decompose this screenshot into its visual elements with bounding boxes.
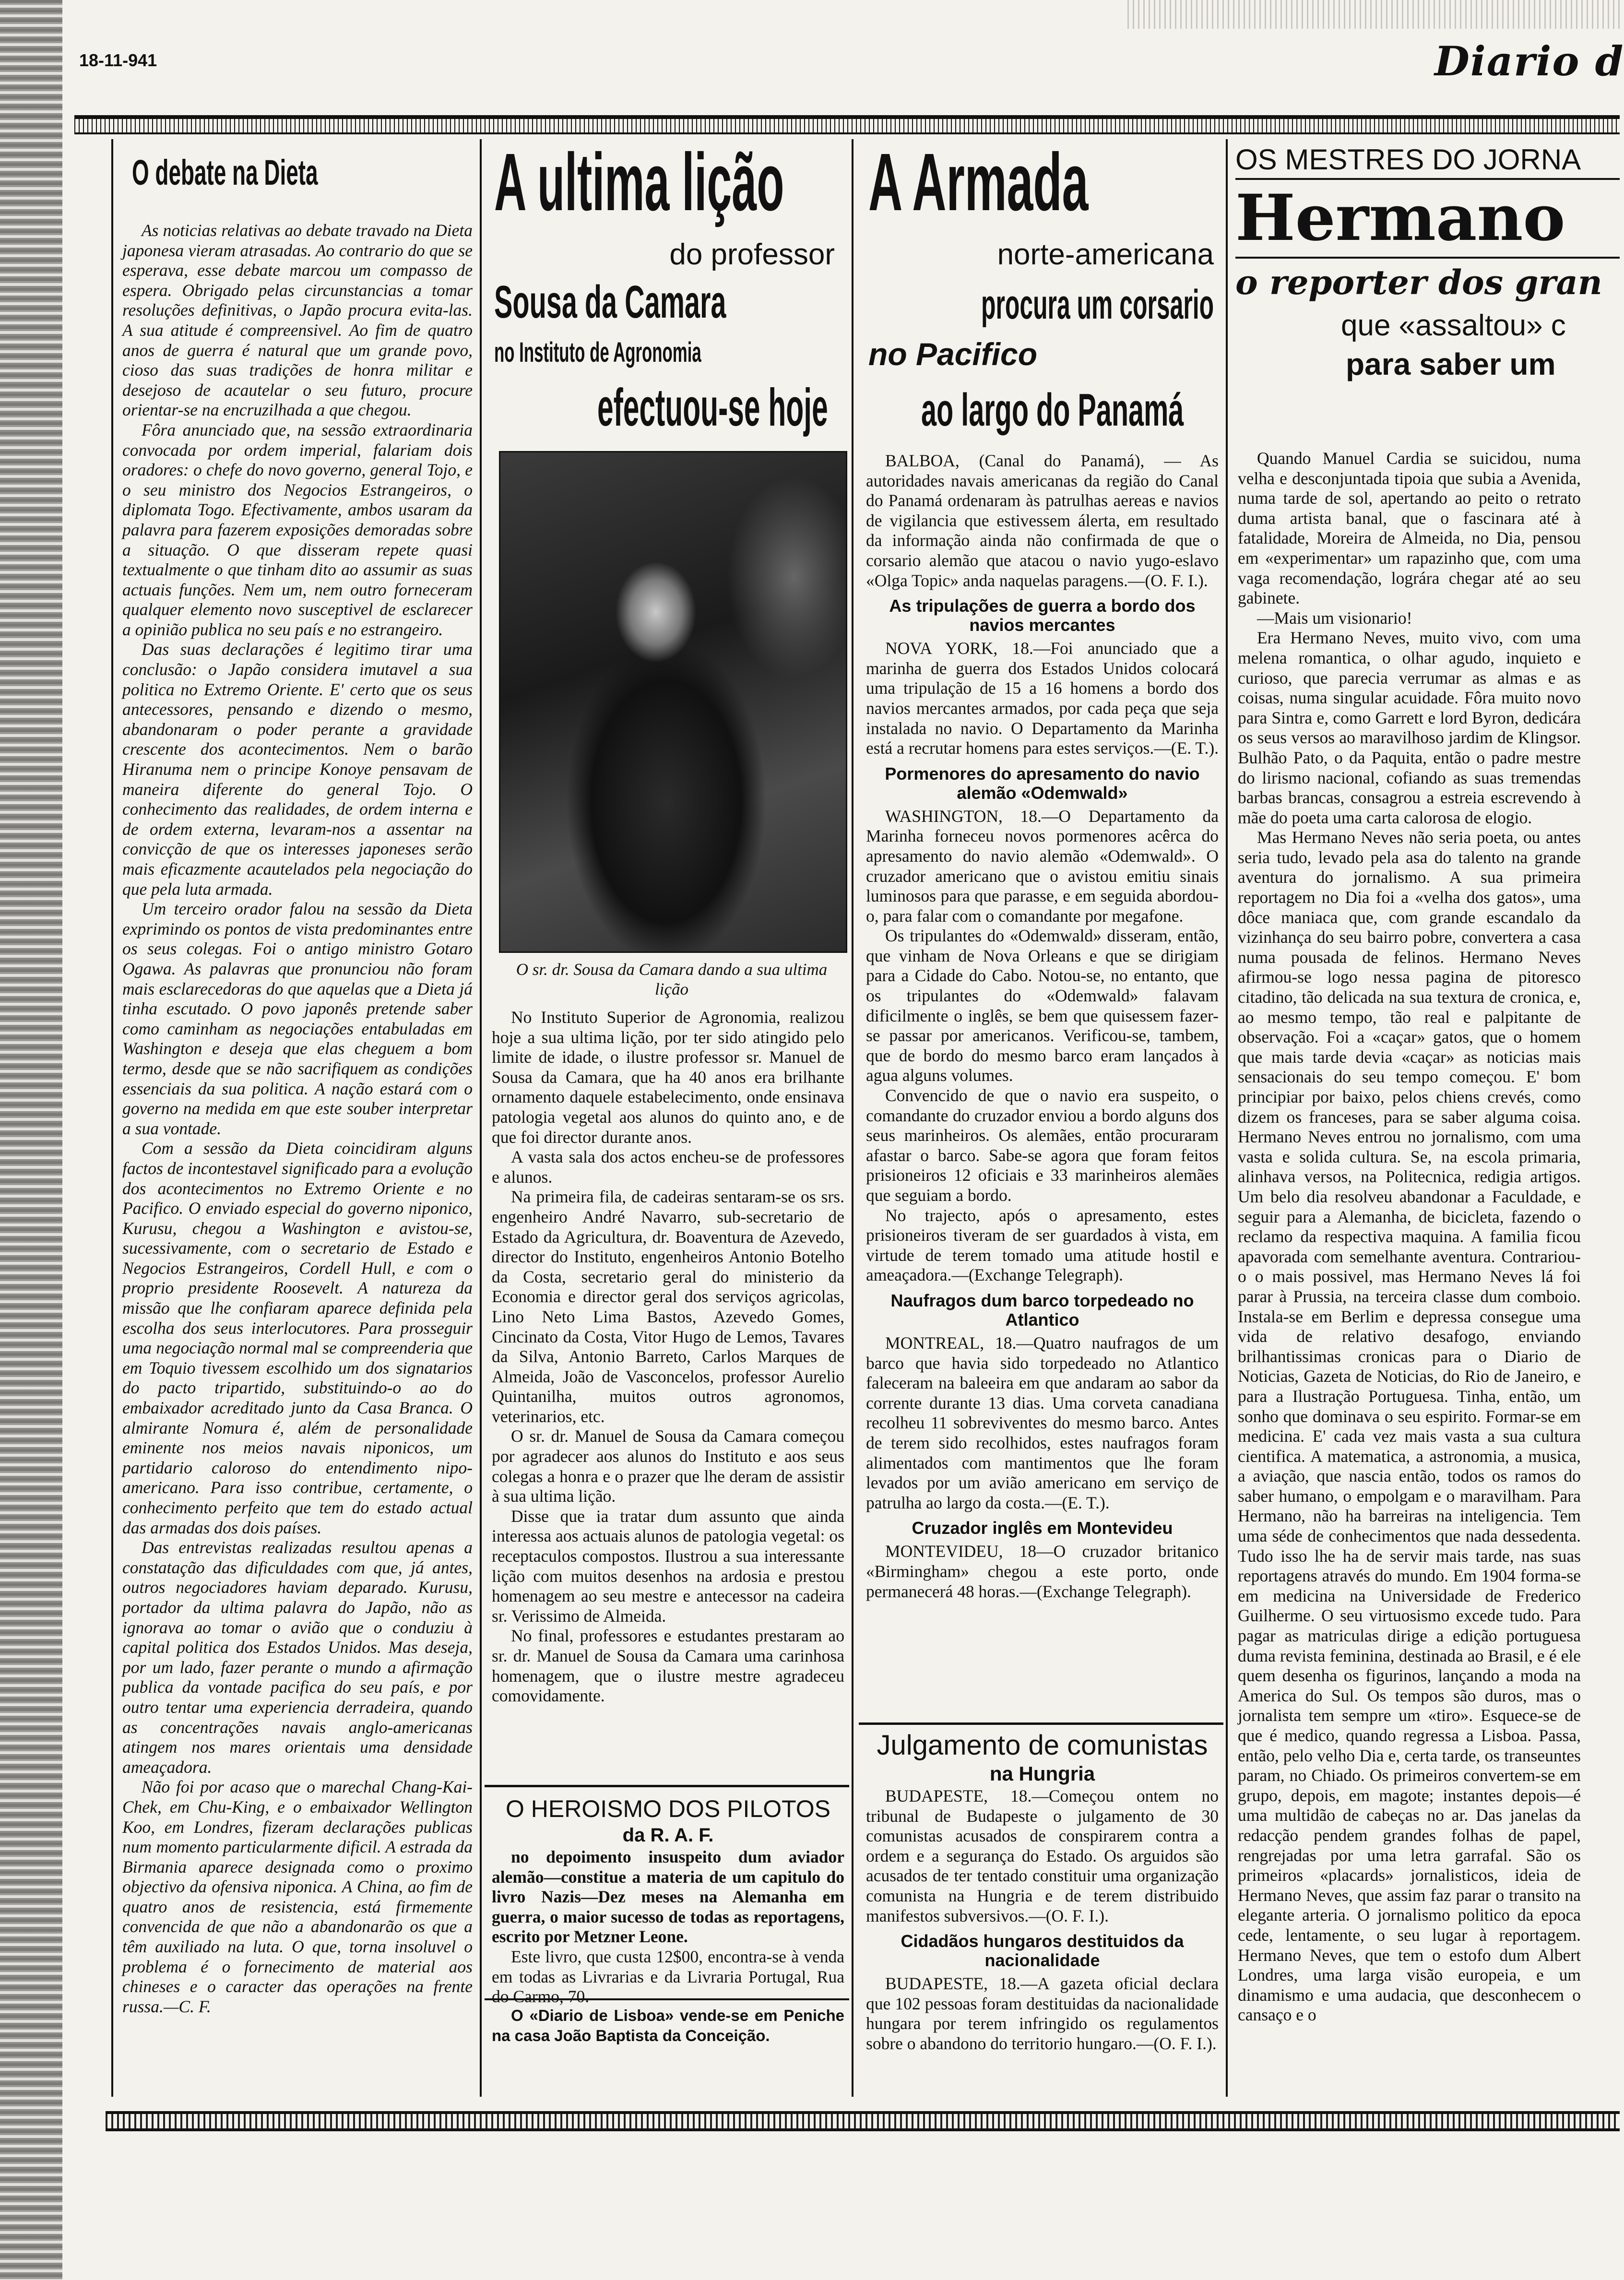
paragraph: Não foi por acaso que o marechal Chang-Kai-Chek, em Chu-King, e o embaixador Wellington Koo, em Londres, fizeram declarações publicas num momento particularmente dificil. A estrada da Birmania aparece designada como o proximo objectivo da ofensiva niponica. A China, ao fim de quatro anos de resistencia, está firmemente convencida de que não a abandonarão os que a têm auxiliado na luta. O que, torna insoluvel o problema é o fornecimento de material aos chineses e o caracter das operações na frente russa.—C. F. [122,1777,473,2016]
article-body [122,216,473,2017]
headline-hermano [1235,142,1620,449]
issue-date: 18-11-941 [79,50,157,70]
column-rule [1226,139,1228,2097]
paragraph: NOVA YORK, 18.—Foi anunciado que a marinha de guerra dos Estados Unidos colocará uma tripulação de 15 a 16 homens a bordo dos navios mercantes armados, por cada peça que seja instalada no navio. O Departamento da Marinha está a recrutar homens para estes serviços.—(E. T.). [866,639,1219,758]
headline: A Armada [868,137,1089,228]
subheading: Pormenores do apresamento do navio alemão «Odemwald» [885,763,1200,803]
paragraph: O sr. dr. Manuel de Sousa da Camara começou por agradecer aos alunos do Instituto e aos seus colegas a honra e o prazer que lhe deram de assistir à sua ultima lição. [492,1426,844,1506]
photo-professor [499,451,847,953]
headline: Hermano [1235,181,1565,255]
paragraph: BUDAPESTE, 18.—Começou ontem no tribunal de Budapeste o julgamento de 30 comunistas acusados de conspirarem contra a ordem e a segurança do Estado. Os arguidos são acusados de ter tentado constituir uma organização comunista na Hungria e de terem distribuido manifestos subversivos.—(O. F. I.). [866,1786,1219,1925]
paragraph: Era Hermano Neves, muito vivo, com uma melena romantica, o olhar agudo, inquieto e curioso, que parecia verrumar as almas e as coisas, numa singular acuidade. Fôra muito novo para Sintra e, como Garrett e lord Byron, dedicára os seus versos ao maravilhoso jardim de Klingsor. Bulhão Pato, o da Paquita, então o padre mestre do lirismo nacional, cofiando as suas tremendas barbas brancas, consagrou a estreia escrevendo à mãe do poeta uma carta calorosa de elogio. [1238,628,1581,827]
headline-line: procura um corsario [981,282,1214,328]
paragraph: Este livro, que custa 12$00, encontra-se à venda em todas as Livrarias e da Livraria Portugal, Rua do Carmo, 70. [492,1947,844,2007]
subheading: Naufragos dum barco torpedeado no Atlantico [890,1290,1194,1330]
headline-line: ao largo do Panamá [921,384,1184,436]
paragraph: WASHINGTON, 18.—O Departamento da Marinha forneceu novos pormenores acêrca do apresamento do navio alemão «Odemwald». O cruzador americano que o avistou emitiu sinais luminosos para que parasse, e em seguida abordou-o, para falar com o comandante por megafone. [866,806,1219,926]
headline-line: o reporter dos gran [1235,257,1620,307]
bottom-rule [106,2111,1620,2131]
paragraph: MONTREAL, 18.—Quatro naufragos de um barco que havia sido torpedeado no Atlantico faleceram na baleeira em que andaram ao sabor da corrente durante 13 dias. Uma corveta canadiana recolheu 11 sobreviventes do mesmo barco. Antes de terem sido recolhidos, estes naufragos foram alimentados com mantimentos que lhe foram levados por um avião americano em serviço de patrulha ao largo da costa.—(E. T.). [866,1333,1219,1512]
section-rule [485,1785,849,1787]
article-hermano [1238,449,1581,2104]
box-heroismo-pilotos [492,1794,844,2007]
subheading: Cidadãos hungaros destituidos da nacionalidade [901,1931,1184,1971]
photo-caption: O sr. dr. Sousa da Camara dando a sua ultima lição [516,960,828,998]
paragraph: BALBOA, (Canal do Panamá), — As autoridades navais americanas da região do Canal do Panamá ordenaram às patrulhas aereas e navios de vigilancia que estivessem álerta, em resultado da informação ainda não confirmada de que o corsario alemão que atacou o navio yugo-eslavo «Olga Topic» anda naquelas paragens.—(O. F. I.). [866,451,1219,590]
paragraph: Das suas declarações é legitimo tirar uma conclusão: o Japão considera imutavel a sua politica no Extremo Oriente. E' certo que os seus antecessores, pensando e dizendo o mesmo, abandonaram o poder perante a gravidade crescente dos acontecimentos. Nem o barão Hiranuma nem o principe Konoye pensavam de maneira diferente do general Tojo. O conhecimento das realidades, de ordem interna e de ordem externa, levaram-nos a assentar na convicção de que os interesses japoneses serão mais eficazmente acautelados pela negociação do que pela luta armada. [122,640,473,899]
paragraph: Das entrevistas realizadas resultou apenas a constatação das dificuldades com que, já antes, outros negociadores haviam deparado. Kurusu, portador da ultima palavra do Japão, não as ignorava ao tomar o avião que o conduziu à capital politica dos Estados Unidos. Mas deseja, por um lado, fazer perante o mundo a afirmação publica da vontade pacifica do seu país, e por outro tentar uma experiencia derradeira, quando as concentrações navais anglo-americanas atingem nos mares orientais uma densidade ameaçadora. [122,1538,473,1777]
headline-armada [864,139,1219,446]
headline: Julgamento de comunistas [877,1730,1208,1761]
column-rule [111,139,113,2097]
subheading: As tripulações de guerra a bordo dos navios mercantes [889,596,1196,635]
headline: O debate na Dieta [132,153,318,192]
paragraph: Os tripulantes do «Odemwald» disseram, então, que vinham de Nova Orleans e que se dirigiam para a Cidade do Cabo. Notou-se, no entanto, que os tripulantes do «Odemwald» falavam dificilmente o inglês, se bem que quisessem fazer-se passar por americanos. Verificou-se, tambem, que de bordo do mesmo barco eram lançados à agua alguns volumes. [866,926,1219,1085]
box-title: O HEROISMO DOS PILOTOS [506,1795,830,1822]
paragraph: BUDAPESTE, 18.—A gazeta oficial declara que 102 pessoas foram destituidas da nacionalidade hungara por terem infringido os regulamentos sobre o abandono do territorio hungaro.—(O. F. I.). [866,1974,1219,2053]
paragraph: Disse que ia tratar dum assunto que ainda interessa aos actuais alunos de patologia vegetal: os receptaculos compostos. Ilustrou a sua interessante lição com muitos desenhos na ardosia e prestou homenagem ao seu mestre e antecessor na cadeira sr. Verissimo de Almeida. [492,1506,844,1626]
paragraph: A vasta sala dos actos encheu-se de professores e alunos. [492,1147,844,1187]
paragraph: Mas Hermano Neves não seria poeta, ou antes seria tudo, levado pela asa do talento na grande aventura do jornalismo. A sua primeira reportagem no Dia foi a «velha dos gatos», uma dôce maniaca que, com grande escandalo da vizinhança do seu bairro pobre, convertera a casa numa pousada de felinos. Hermano Neves afirmou-se logo nessa pagina de pitoresco citadino, tão delicada na sua textura de cronica, e, ao mesmo tempo, tão real e palpitante de observação. Foi a «caçar» gatos, que o homem que mais tarde devia «caçar» as noticias mais sensacionais do seu tempo começou. E' bom principiar por baixo, pelos chiens crevés, como dizem os franceses, para se saber alguma coisa. Hermano Neves entrou no jornalismo, com uma vasta e solida cultura. Se, na escola primaria, alinhava versos, na Politecnica, redigia artigos. Um belo dia resolveu abandonar a Faculdade, e seguir para a Alemanha, de bicicleta, fazendo o reclamo da respectiva maquina. A familia ficou apavorada com semelhante aventura. Contrariou-o o mais possivel, mas Hermano Neves lá foi parar à Prussia, na terceira classe dum comboio. Instala-se em Berlim e depressa consegue uma vida de relativo desafogo, enviando brilhantissimas cronicas para o Diario de Noticias, Gazeta de Noticias, do Rio de Janeiro, e para a Ilustração Portuguesa. Tinha, então, um sonho que dominava o seu espirito. Formar-se em medicina. E' cada vez mais vasta a sua cultura cientifica. A matematica, a astronomia, a musica, a aviação, que nascia então, todos os ramos do saber humano, o empolgam e o maravilham. Para Hermano, não ha barreiras na inteligencia. Tem uma séde de conhecimentos que nada dessedenta. Tudo isso lhe ha de servir mais tarde, nas suas reportagens através do mundo. Em 1904 forma-se em medicina na Universidade de Frederico Guilherme. O seu virtuosismo excede tudo. Para pagar as matriculas dirige a edição portuguesa duma revista feminina, destinada ao Brasil, e é ele quem desenha os figurinos, lançando a moda na America do Sul. Os tempos são duros, mas o jornalista tem sempre um «tiro». Esquece-se de que é medico, quando regressa a Lisboa. Passa, então, pelo velho Dia e, certa tarde, os transeuntes param, no Chiado. Os primeiros convertem-se em grupo, depois, em magote; instantes depois—é uma multidão de cabeças no ar. Das janelas da redacção pendem grandes folhas de papel, rengrejadas por uma letra garrafal. São os primeiros «placards» jornalisticos, ideia de Hermano Neves, que assim faz parar o transito na elegante arteria. O jornalismo politico da epoca cede, lentamente, o seu lugar à reportagem. Hermano Neves, que tem o estofo dum Albert Londres, uma larga visão europeia, e um dinamismo e uma audacia, que desconhecem o cansaço e o [1238,828,1581,2025]
paragraph: Um terceiro orador falou na sessão da Dieta exprimindo os pontos de vista predominantes entre os seus colegas. Foi o antigo ministro Gotaro Ogawa. As palavras que pronunciou não foram mais esclarecedoras do que aquelas que a Dieta já tinha escutado. O povo japonês pretende saber como caminham as negociações entabuladas em Washington e deseja que elas cheguem a bom termo, desde que se não sacrifiquem as condições essenciais da sua politica. A nação estará com o governo na medida em que este souber interpretar a sua vontade. [122,899,473,1138]
section-rule [859,1722,1223,1725]
headline-line: efectuou-se hoje [597,378,828,437]
paragraph: no depoimento insuspeito dum aviador alemão—constitue a materia de um capitulo do livro Nazis—Dez meses na Alemanha em guerra, o maior sucesso de todas as reportagens, escrito por Metzner Leone. [492,1847,844,1947]
paragraph: —Mais um visionario! [1257,608,1412,628]
headline-line: norte-americana [997,238,1214,271]
paragraph: Com a sessão da Dieta coincidiram alguns factos de incontestavel significado para a evolução dos acontecimentos no Extremo Oriente e no Pacifico. O enviado especial do governo niponico, Kurusu, chegou a Washington e avistou-se, sucessivamente, com o secretario de Estado e Negocios Estrangeiros, Cordell Hull, e com o proprio presidente Roosevelt. A natureza da missão que lhe confiaram aparece definida pela escolha dos seus interlocutores. Para prosseguir uma negociação normal mal se compreenderia que em Toquio tivessem escolhido um dos signatarios do pacto tripartido, substituindo-o ao do embaixador acreditado junto da Casa Branca. O almirante Nomura é, além de personalidade eminente nos meios navais niponicos, um partidario caloroso do entendimento nipo-americano. Para isso contribue, certamente, o conhecimento perfeito que tem do estado actual das armadas dos dois países. [122,1139,473,1537]
paragraph: Quando Manuel Cardia se suicidou, numa velha e desconjuntada tipoia que subia a Avenida, numa tarde de sol, apertando ao peito o retrato duma artista banal, que o fascinara até à fatalidade, Moreira de Almeida, no Dia, pensou em «experimentar» um rapazinho que, com uma vaga recomendação, lográra chegar até ao seu gabinete. [1238,449,1581,608]
article-julgamento [866,1730,1219,2104]
column-rule [480,139,482,2097]
paragraph: Na primeira fila, de cadeiras sentaram-se os srs. engenheiro André Navarro, sub-secretario de Estado da Agricultura, dr. Boaventura de Azevedo, director do Instituto, engenheiros Antonio Botelho da Costa, secretario geral do ministerio da Economia e director geral dos serviços agricolas, Lino Neto Lima Bastos, Azevedo Gomes, Cincinato da Costa, Vitor Hugo de Lemos, Tavares da Silva, Antonio Barreto, Carlos Marques de Almeida, João de Vasconcelos, professor Aurelio Quintanilha, muitos outros agronomos, veterinarios, etc. [492,1187,844,1426]
paragraph: As noticias relativas ao debate travado na Dieta japonesa vieram atrasadas. Ao contrario do que se esperava, esse debate marcou um compasso de espera. Obrigado pelas circunstancias a tomar resoluções definitivas, o Japão procura evita-las. A sua atitude é compreensivel. Ao fim de quatro anos de guerra é natural que um grande povo, cioso das suas tradições de honra militar e desejoso de acautelar o seu futuro, procure orientar-se na encruzilhada a que chegou. [122,221,473,420]
section-rule [485,1998,849,2000]
paragraph: O «Diario de Lisboa» vende-se em Peniche na casa João Baptista da Conceição. [492,2007,844,2044]
paragraph: No Instituto Superior de Agronomia, realizou hoje a sua ultima lição, por ter sido atingido pelo limite de idade, o ilustre professor sr. Manuel de Sousa da Camara, que ha 40 anos era brilhante ornamento daquele estabelecimento, onde ensinava patologia vegetal aos alunos do quinto ano, e de que foi director durante anos. [492,1008,844,1147]
headline-line: no Pacifico [868,336,1038,372]
paragraph: Convencido de que o navio era suspeito, o comandante do cruzador enviou a bordo alguns dos seus marinheiros. Os alemães, então procuraram afastar o barco. Sabe-se agora que foram feitos prisioneiros 12 oficiais e 33 marinheiros alemães que seguiam a bordo. [866,1086,1219,1205]
kicker: OS MESTRES DO JORNA [1235,142,1620,180]
headline-line: no Instituto de Agronomia [494,337,701,368]
top-rule [74,115,1620,134]
paragraph: No final, professores e estudantes prestaram ao sr. dr. Manuel de Sousa da Camara uma carinhosa homenagem, que o ilustre mestre agradeceu comovidamente. [492,1626,844,1706]
article-armada [866,451,1219,1722]
article-ultima-licao [492,1008,844,1785]
masthead: Diario d [1434,37,1624,85]
scan-shadow-edge [0,0,62,2280]
headline-line: que «assaltou» c [1341,309,1566,342]
paragraph: Fôra anunciado que, na sessão extraordinaria convocada por ordem imperial, falariam dois oradores: o chefe do novo governo, general Tojo, e o seu ministro dos Negocios Estrangeiros, o diplomata Togo. Efectivamente, ambos usaram da palavra para fazerem exposições demoradas sobre a situação. O que disseram repete quasi textualmente o que tinham dito ao assumir as suas actuais funções. Nem um, nem outro forneceram qualquer elemento novo susceptivel de esclarecer a opinião publica no seu país e no estrangeiro. [122,420,473,639]
headline-box [122,144,473,216]
headline: A ultima lição [494,137,784,228]
paragraph: MONTEVIDEU, 18—O cruzador britanico «Birmingham» chegou a este porto, onde permanecerá 48 horas.—(Exchange Telegraph). [866,1542,1219,1601]
scan-smudge [1127,0,1620,29]
subheading: Cruzador inglês em Montevideu [912,1518,1173,1538]
box-subtitle: da R. A. F. [622,1825,714,1846]
headline-line: na Hungria [989,1762,1095,1785]
paragraph: No trajecto, após o apresamento, estes prisioneiros tiveram de ser guardados à vista, em virtude de terem tomado uma atitude hostil e ameaçadora.—(Exchange Telegraph). [866,1205,1219,1285]
notice-peniche [492,2006,844,2078]
column-rule [852,139,853,2097]
headline-ultima-licao [489,139,844,446]
article-debate-dieta [122,144,473,2102]
headline-line: para saber um [1346,347,1556,381]
headline-line: Sousa da Camara [494,276,726,328]
headline-line: do professor [669,238,835,271]
